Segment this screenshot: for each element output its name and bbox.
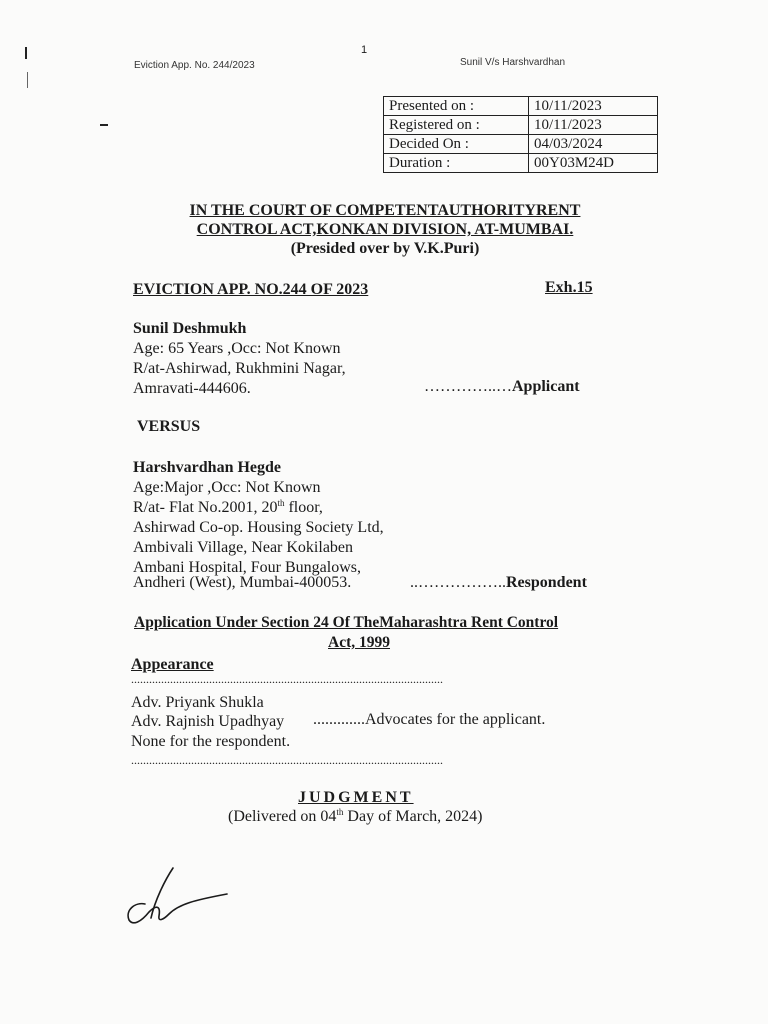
case-dates-table (383, 96, 658, 173)
duration-label: Duration : (384, 154, 529, 173)
presented-label: Presented on : (384, 97, 529, 116)
respondent-role (410, 573, 587, 593)
applicant-address1: R/at-Ashirwad, Rukhmini Nagar, (133, 360, 346, 377)
applicant-role (424, 377, 580, 397)
respondent-floor-suffix: th (277, 498, 285, 508)
decided-label: Decided On : (384, 135, 529, 154)
court-heading-line2: CONTROL ACT,KONKAN DIVISION, AT-MUMBAI. (196, 221, 574, 238)
margin-mark (27, 72, 28, 88)
appearance-heading: Appearance (131, 656, 214, 673)
respondent-name: Harshvardhan Hegde (133, 459, 282, 476)
applicant-name: Sunil Deshmukh (133, 320, 247, 337)
respondent-address3: Ambivali Village, Near Kokilaben (133, 539, 354, 556)
applicant-role-label: Applicant (512, 378, 580, 395)
court-heading-line1: IN THE COURT OF COMPETENTAUTHORITYRENT (189, 202, 581, 219)
delivered-post: Day of March, 2024) (343, 808, 483, 825)
dotted-line-bottom: ........................................................................................................ (131, 753, 443, 767)
table-row (384, 97, 658, 116)
versus: VERSUS (137, 418, 201, 435)
respondent-address1-post: floor, (284, 499, 323, 516)
case-reference: Eviction App. No. 244/2023 (134, 60, 255, 71)
respondent-role-dots: ..…………….. (410, 574, 506, 591)
delivered-pre: (Delivered on 04 (228, 808, 337, 825)
advocate-2-role (313, 710, 545, 730)
respondent-address1-pre: R/at- Flat No.2001, 20 (133, 499, 278, 516)
none-for-respondent: None for the respondent. (131, 733, 291, 750)
page-number: 1 (361, 44, 368, 56)
applicant-role-dots: …………..… (424, 378, 512, 395)
registered-value: 10/11/2023 (529, 116, 658, 135)
table-row (384, 116, 658, 135)
advocate-role-dots: ............. (313, 711, 365, 728)
margin-mark (100, 124, 108, 126)
judgment-delivered (228, 808, 483, 826)
advocate-role-label: Advocates for the applicant. (365, 711, 546, 728)
application-line1: Application Under Section 24 Of TheMaharashtra Rent Control (134, 614, 559, 631)
signature (115, 860, 245, 935)
presiding-officer: (Presided over by V.K.Puri) (290, 240, 480, 257)
respondent-address2: Ashirwad Co-op. Housing Society Ltd, (133, 519, 384, 536)
respondent-role-label: Respondent (506, 574, 587, 591)
table-row (384, 135, 658, 154)
margin-mark (25, 47, 27, 59)
delivered-day-suffix: th (336, 807, 344, 817)
parties-short: Sunil V/s Harshvardhan (460, 57, 566, 68)
presented-value: 10/11/2023 (529, 97, 658, 116)
dotted-line-top: ........................................................................................................ (131, 672, 443, 686)
judgment-heading: JUDGMENT (298, 789, 414, 806)
applicant-age: Age: 65 Years ,Occ: Not Known (133, 340, 341, 357)
applicant-address2: Amravati-444606. (133, 380, 251, 397)
duration-value: 00Y03M24D (529, 154, 658, 173)
case-title: EVICTION APP. NO.244 OF 2023 (133, 281, 369, 298)
decided-value: 04/03/2024 (529, 135, 658, 154)
respondent-address4: Ambani Hospital, Four Bungalows, (133, 559, 361, 576)
advocate-2: Adv. Rajnish Upadhyay (131, 713, 285, 730)
advocate-1: Adv. Priyank Shukla (131, 694, 264, 711)
respondent-age: Age:Major ,Occ: Not Known (133, 479, 321, 496)
table-row (384, 154, 658, 173)
application-line2: Act, 1999 (328, 634, 390, 651)
respondent-address5: Andheri (West), Mumbai-400053. (133, 574, 352, 591)
registered-label: Registered on : (384, 116, 529, 135)
exhibit-number: Exh.15 (545, 279, 593, 296)
respondent-address1 (133, 498, 323, 518)
